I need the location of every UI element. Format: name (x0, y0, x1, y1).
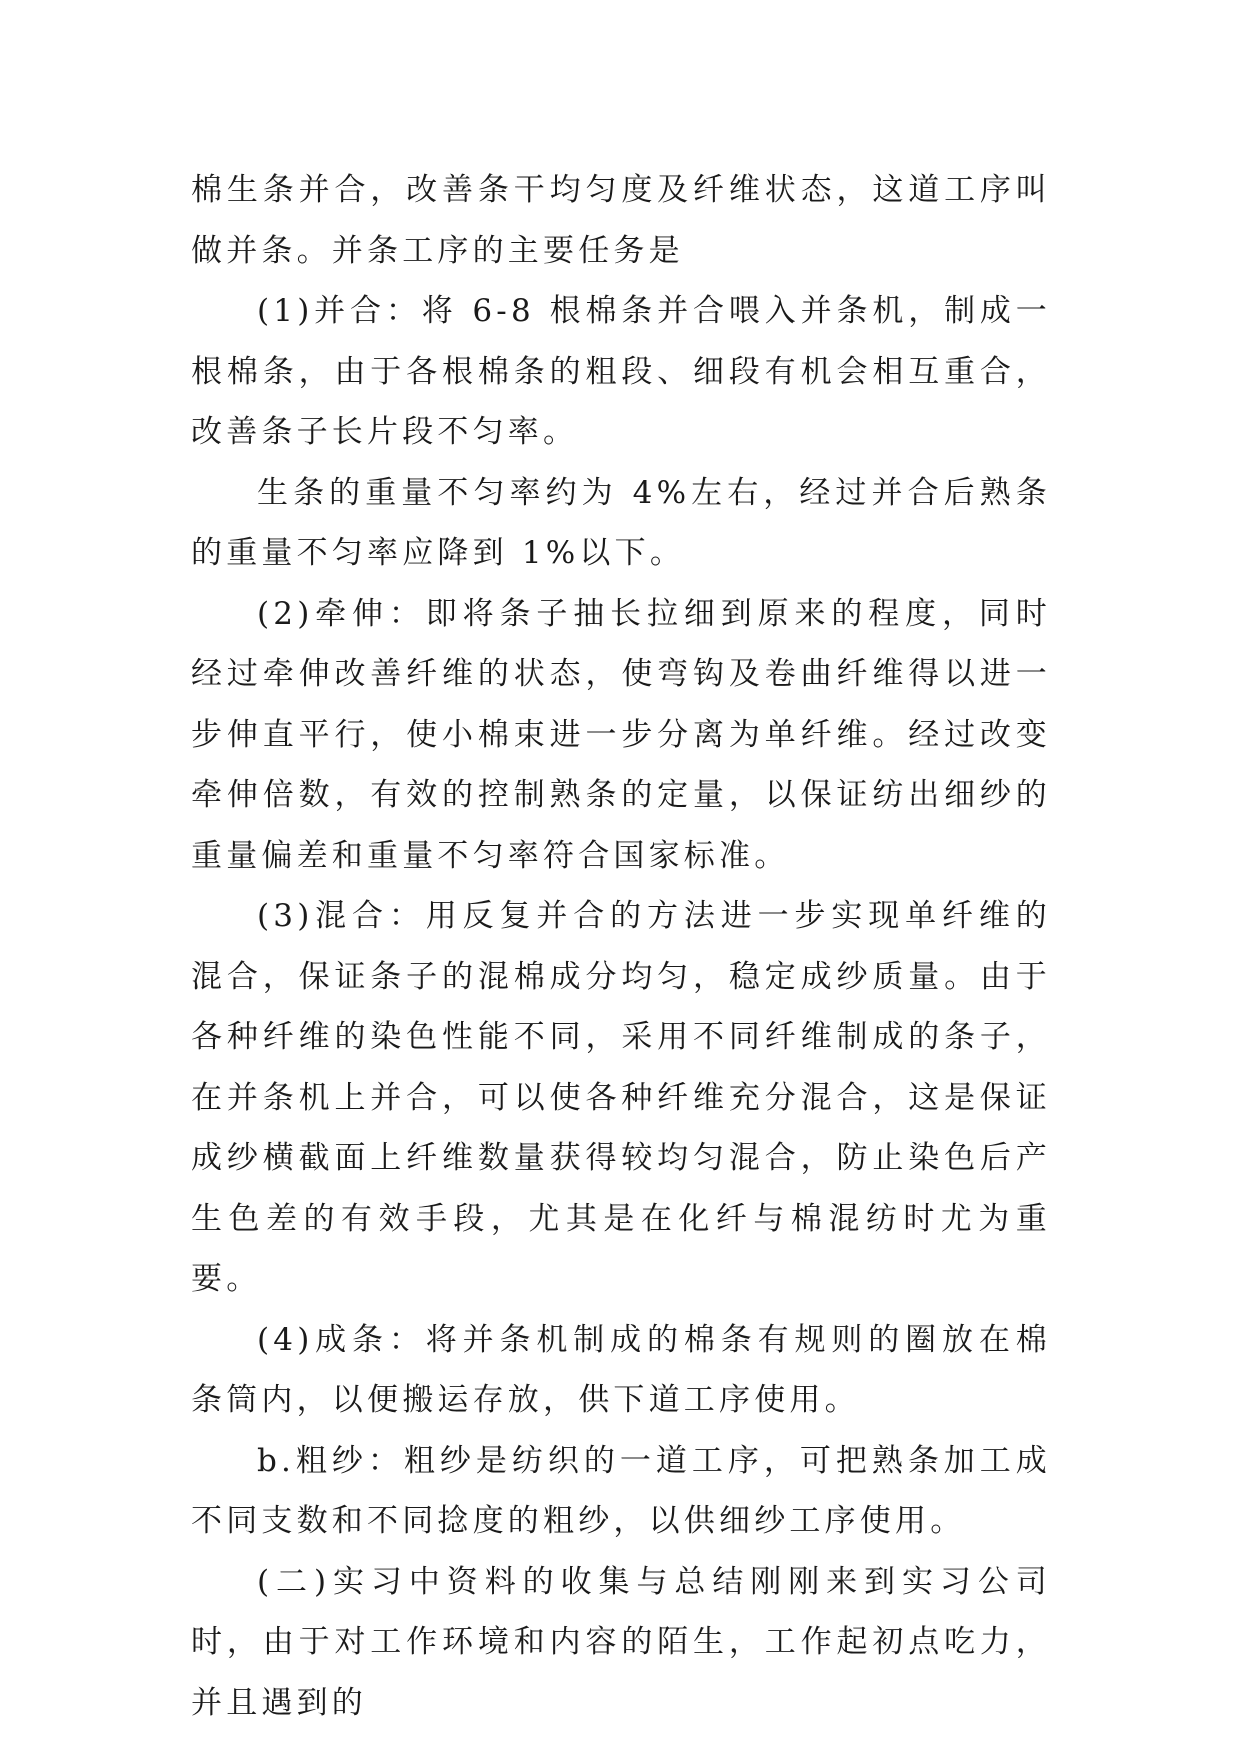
paragraph-drafting: (2)牵伸：即将条子抽长拉细到原来的程度，同时经过牵伸改善纤维的状态，使弯钩及卷曲纤维得以进一步伸直平行，使小棉束进一步分离为单纤维。经过改变牵伸倍数，有效的控制熟条的定量，以保证纺出细纱的重量偏差和重量不匀率符合国家标准。 (191, 595, 1051, 874)
paragraph-roving: b.粗纱：粗纱是纺织的一道工序，可把熟条加工成不同支数和不同捻度的粗纱，以供细纱工序使用。 (191, 1442, 1051, 1539)
paragraph-continuation: 棉生条并合，改善条干均匀度及纤维状态，这道工序叫做并条。并条工序的主要任务是 (191, 172, 1051, 269)
paragraph-sliver-forming: (4)成条：将并条机制成的棉条有规则的圈放在棉条筒内，以便搬运存放，供下道工序使用。 (191, 1321, 1051, 1418)
paragraph-mixing: (3)混合：用反复并合的方法进一步实现单纤维的混合，保证条子的混棉成分均匀，稳定成纱质量。由于各种纤维的染色性能不同，采用不同纤维制成的条子，在并条机上并合，可以使各种纤维充分混合，这是保证成纱横截面上纤维数量获得较均匀混合，防止染色后产生色差的有效手段，尤其是在化纤与棉混纺时尤为重要。 (191, 898, 1051, 1297)
paragraph-unevenness: 生条的重量不匀率约为 4%左右，经过并合后熟条的重量不匀率应降到 1%以下。 (191, 474, 1051, 571)
paragraph-section-two: (二)实习中资料的收集与总结刚刚来到实习公司时，由于对工作环境和内容的陌生，工作起初点吃力，并且遇到的 (191, 1563, 1051, 1721)
document-body (191, 160, 1051, 1733)
paragraph-combining: (1)并合：将 6-8 根棉条并合喂入并条机，制成一根棉条，由于各根棉条的粗段、细段有机会相互重合，改善条子长片段不匀率。 (191, 293, 1051, 450)
